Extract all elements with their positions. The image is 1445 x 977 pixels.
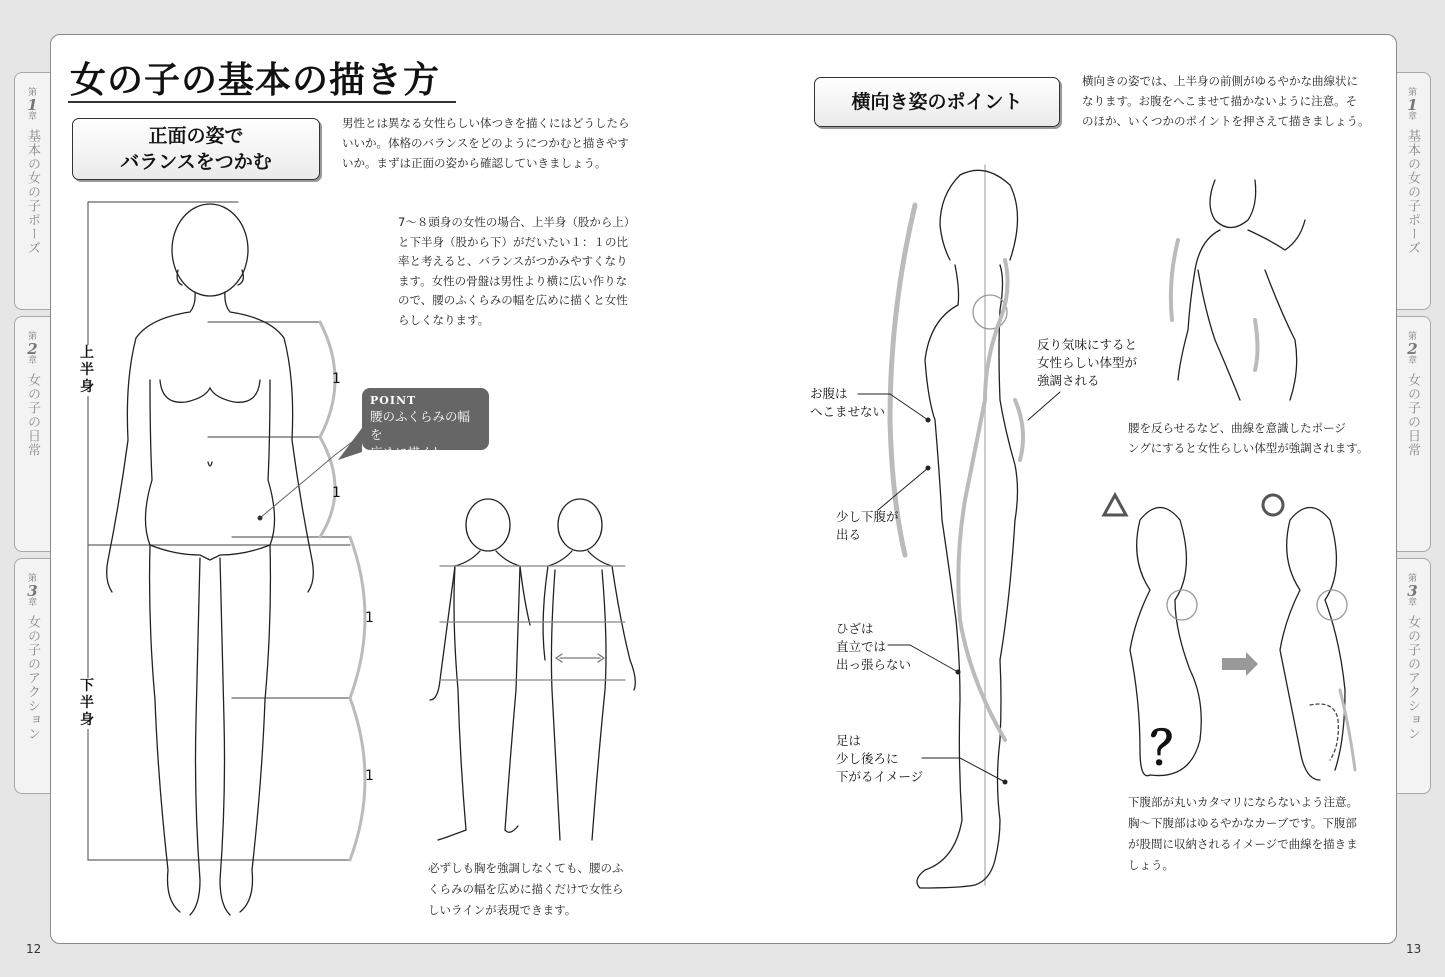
page-number-left: 12 (26, 942, 42, 956)
annotation-knee: ひざは 直立では 出っ張らない (836, 621, 912, 672)
side-section-heading: 横向き姿のポイント (814, 77, 1060, 127)
chapter-number: 第 2 章 (27, 332, 38, 366)
annotation-back: 反り気味にすると 女性らしい体型が 強調される (1037, 337, 1138, 388)
annotation-feet: 足は 少し後ろに 下がるイメージ (836, 733, 924, 784)
right-intro: 横向きの姿では、上半身の前側がゆるやかな曲線状に なります。お腹をへこませて描かないように注意。そ のほか、いくつかのポイントを押さえて描きましょう。 (1082, 74, 1370, 128)
upper-body-label: 上 半 身 (80, 345, 94, 395)
chapter-title: 基本の女の子ポーズ (25, 129, 40, 255)
boy-girl-comparison (430, 499, 635, 840)
pose-figure (1171, 180, 1305, 400)
chapter-title: 女の子のアクション (1405, 615, 1420, 741)
point-label: POINT (370, 394, 417, 407)
ratio-mark: 1 (332, 371, 341, 387)
front-figure (107, 204, 314, 915)
front-section-heading: 正面の姿で バランスをつかむ (72, 118, 320, 180)
chapter-title: 基本の女の子ポーズ (1405, 129, 1420, 255)
annotation-belly: お腹は へこませない (810, 386, 886, 419)
left-bottom-text: 必ずしも胸を強調しなくても、腰のふ くらみの幅を広めに描くだけで女性ら しいラインが表現できます。 (428, 861, 624, 917)
page-number-right: 13 (1406, 942, 1422, 956)
chapter-number: 第 3 章 (1407, 574, 1418, 608)
ratio-mark: 1 (365, 610, 374, 626)
right-bottom-text: 下腹部が丸いカタマリにならないよう注意。 胸〜下腹部はゆるやかなカーブです。下腹部 が股間に収納されるイメージで曲線を描きま しょう。 (1128, 795, 1358, 872)
point-callout: POINT 腰のふくらみの幅を 広めに描く！ (362, 388, 489, 450)
ratio-text: 7〜８頭身の女性の場合、上半身（股から上） と下半身（股から下）がだいたい１：１の比 率と考えると、バランスがつかみやすくなり ます。女性の骨盤は男性より横に広い作りな ので、腰のふくらみの幅を広めに描くと女性 らしくなります。 (398, 215, 636, 327)
chapter-title: 女の子の日常 (1405, 373, 1420, 457)
title-underline (68, 101, 456, 103)
chapter-title: 女の子の日常 (25, 373, 40, 457)
proportion-guides (88, 202, 365, 860)
chapter-number: 第 3 章 (27, 574, 38, 608)
chapter-number: 第 2 章 (1407, 332, 1418, 366)
ratio-mark: 1 (365, 768, 374, 784)
ratio-mark: 1 (332, 485, 341, 501)
question-mark: ？ (1150, 721, 1196, 775)
page-title: 女の子の基本の描き方 (70, 60, 441, 101)
left-intro: 男性とは異なる女性らしい体つきを描くにはどうしたら いいか。体格のバランスをどのようにつかむと描きやす いか。まずは正面の姿から確認していきましょう。 (342, 116, 630, 170)
pose-text: 腰を反らせるなど、曲線を意識したポージ ングにすると女性らしい体型が強調されます。 (1128, 421, 1369, 455)
annotation-lower-belly: 少し下腹が 出る (836, 509, 899, 542)
chapter-number: 第 1 章 (1407, 88, 1418, 122)
comparison-good (1280, 508, 1355, 781)
lower-body-label: 下 半 身 (80, 678, 94, 728)
chapter-number: 第 1 章 (27, 88, 38, 122)
chapter-title: 女の子のアクション (25, 615, 40, 741)
